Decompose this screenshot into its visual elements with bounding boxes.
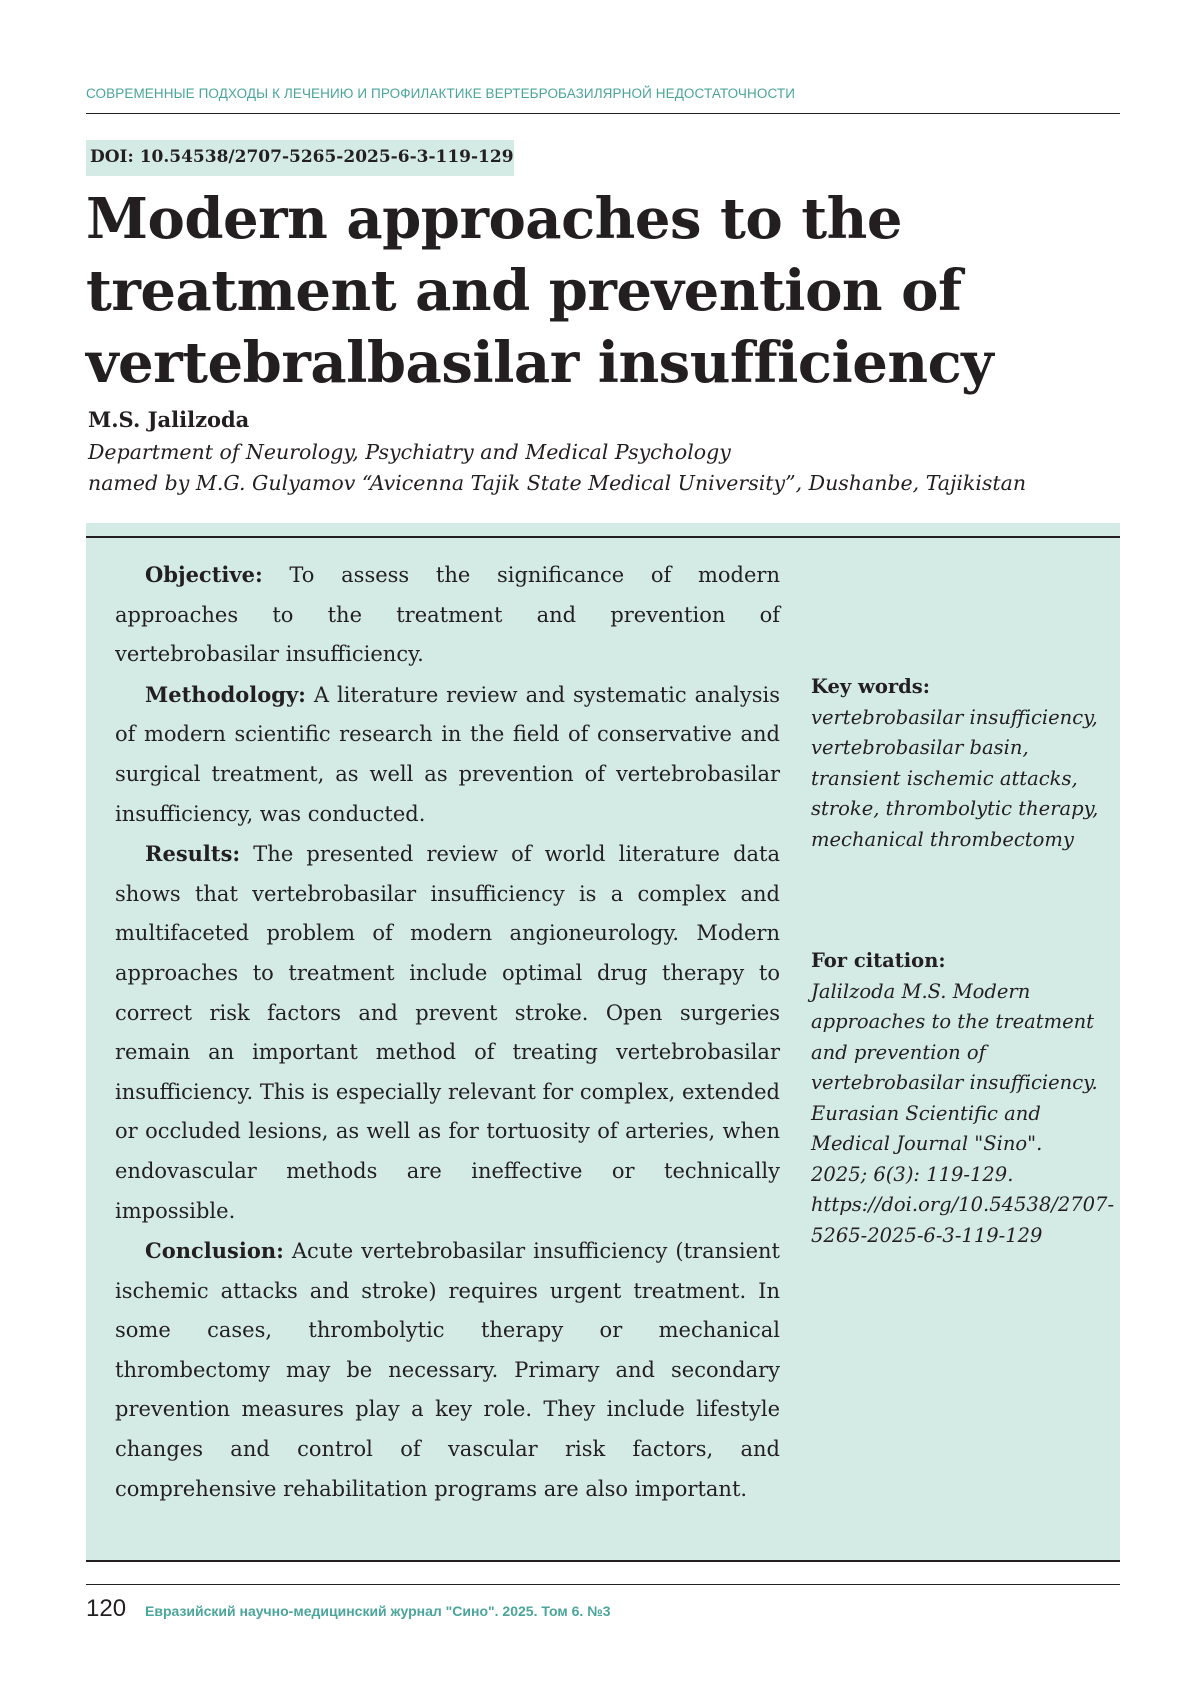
conclusion-text: Acute vertebrobasilar insufficiency (transient ischemic attacks and stroke) requires urgent treatment. In some cases, thrombolytic therapy or mechanical thrombectomy may be necessary. Primary and secondary prevention measures play a key role. They include lifestyle changes and control of vascular risk factors, and comprehensive rehabilitation programs are also important.: [115, 1239, 780, 1501]
abstract-text: [115, 555, 780, 1509]
objective-label: Objective:: [145, 562, 263, 587]
running-head: СОВРЕМЕННЫЕ ПОДХОДЫ К ЛЕЧЕНИЮ И ПРОФИЛАКТИКЕ ВЕРТЕБРОБАЗИЛЯРНОЙ НЕДОСТАТОЧНОСТИ: [86, 86, 796, 101]
methodology-text: A literature review and systematic analysis of modern scientific research in the field of conservative and surgical treatment, as well as prevention of vertebrobasilar insufficiency, was conducted.: [115, 682, 780, 826]
methodology-label: Methodology:: [145, 681, 306, 707]
citation-text: Jalilzoda M.S. Modern approaches to the treatment and prevention of vertebrobasilar insufficiency. Eurasian Scientific and Medical Journal "Sino". 2025; 6(3): 119-129. https://doi.org/10.54538/2707-5265-2025-6-3-119-129: [811, 979, 1115, 1247]
keywords-block: [811, 672, 1101, 855]
abstract-results: [115, 834, 780, 1231]
conclusion-label: Conclusion:: [145, 1238, 284, 1264]
abstract-top-rule: [86, 536, 1120, 538]
affiliation-line-1: Department of Neurology, Psychiatry and Medical Psychology: [88, 440, 731, 464]
results-label: Results:: [145, 841, 241, 867]
results-text: The presented review of world literature data shows that vertebrobasilar insufficiency is a complex and multifaceted problem of modern angioneurology. Modern approaches to treatment include optimal drug therapy to correct risk factors and prevent stroke. Open surgeries remain an important method of treating vertebrobasilar insufficiency. This is especially relevant for complex, extended or occluded lesions, as well as for tortuosity of arteries, when endovascular methods are ineffective or technically impossible.: [115, 842, 780, 1223]
abstract-objective: [115, 555, 780, 675]
keywords-label: Key words:: [811, 675, 930, 698]
header-divider: [86, 113, 1120, 114]
abstract-bottom-rule: [86, 1560, 1120, 1562]
affiliation-line-2: named by M.G. Gulyamov “Avicenna Tajik State Medical University”, Dushanbe, Tajikistan: [88, 471, 1027, 495]
article-title: Modern approaches to the treatment and prevention of vertebralbasilar insufficiency: [86, 186, 994, 396]
author-name: M.S. Jalilzoda: [88, 407, 250, 432]
citation-block: [811, 946, 1115, 1251]
journal-name: Евразийский научно-медицинский журнал "Сино". 2025. Том 6. №3: [145, 1603, 611, 1619]
objective-text: To assess the significance of modern approaches to the treatment and prevention of vertebrobasilar insufficiency.: [115, 563, 780, 667]
keywords-list: vertebrobasilar insufficiency, vertebrobasilar basin, transient ischemic attacks, stroke, thrombolytic therapy, mechanical thrombectomy: [811, 705, 1099, 851]
abstract-methodology: [115, 675, 780, 834]
footer-divider: [86, 1584, 1120, 1585]
page-number: 120: [86, 1595, 127, 1622]
abstract-conclusion: [115, 1231, 780, 1509]
affiliation: [88, 437, 1128, 499]
doi-label: DOI: 10.54538/2707-5265-2025-6-3-119-129: [86, 140, 514, 176]
citation-label: For citation:: [811, 949, 946, 972]
